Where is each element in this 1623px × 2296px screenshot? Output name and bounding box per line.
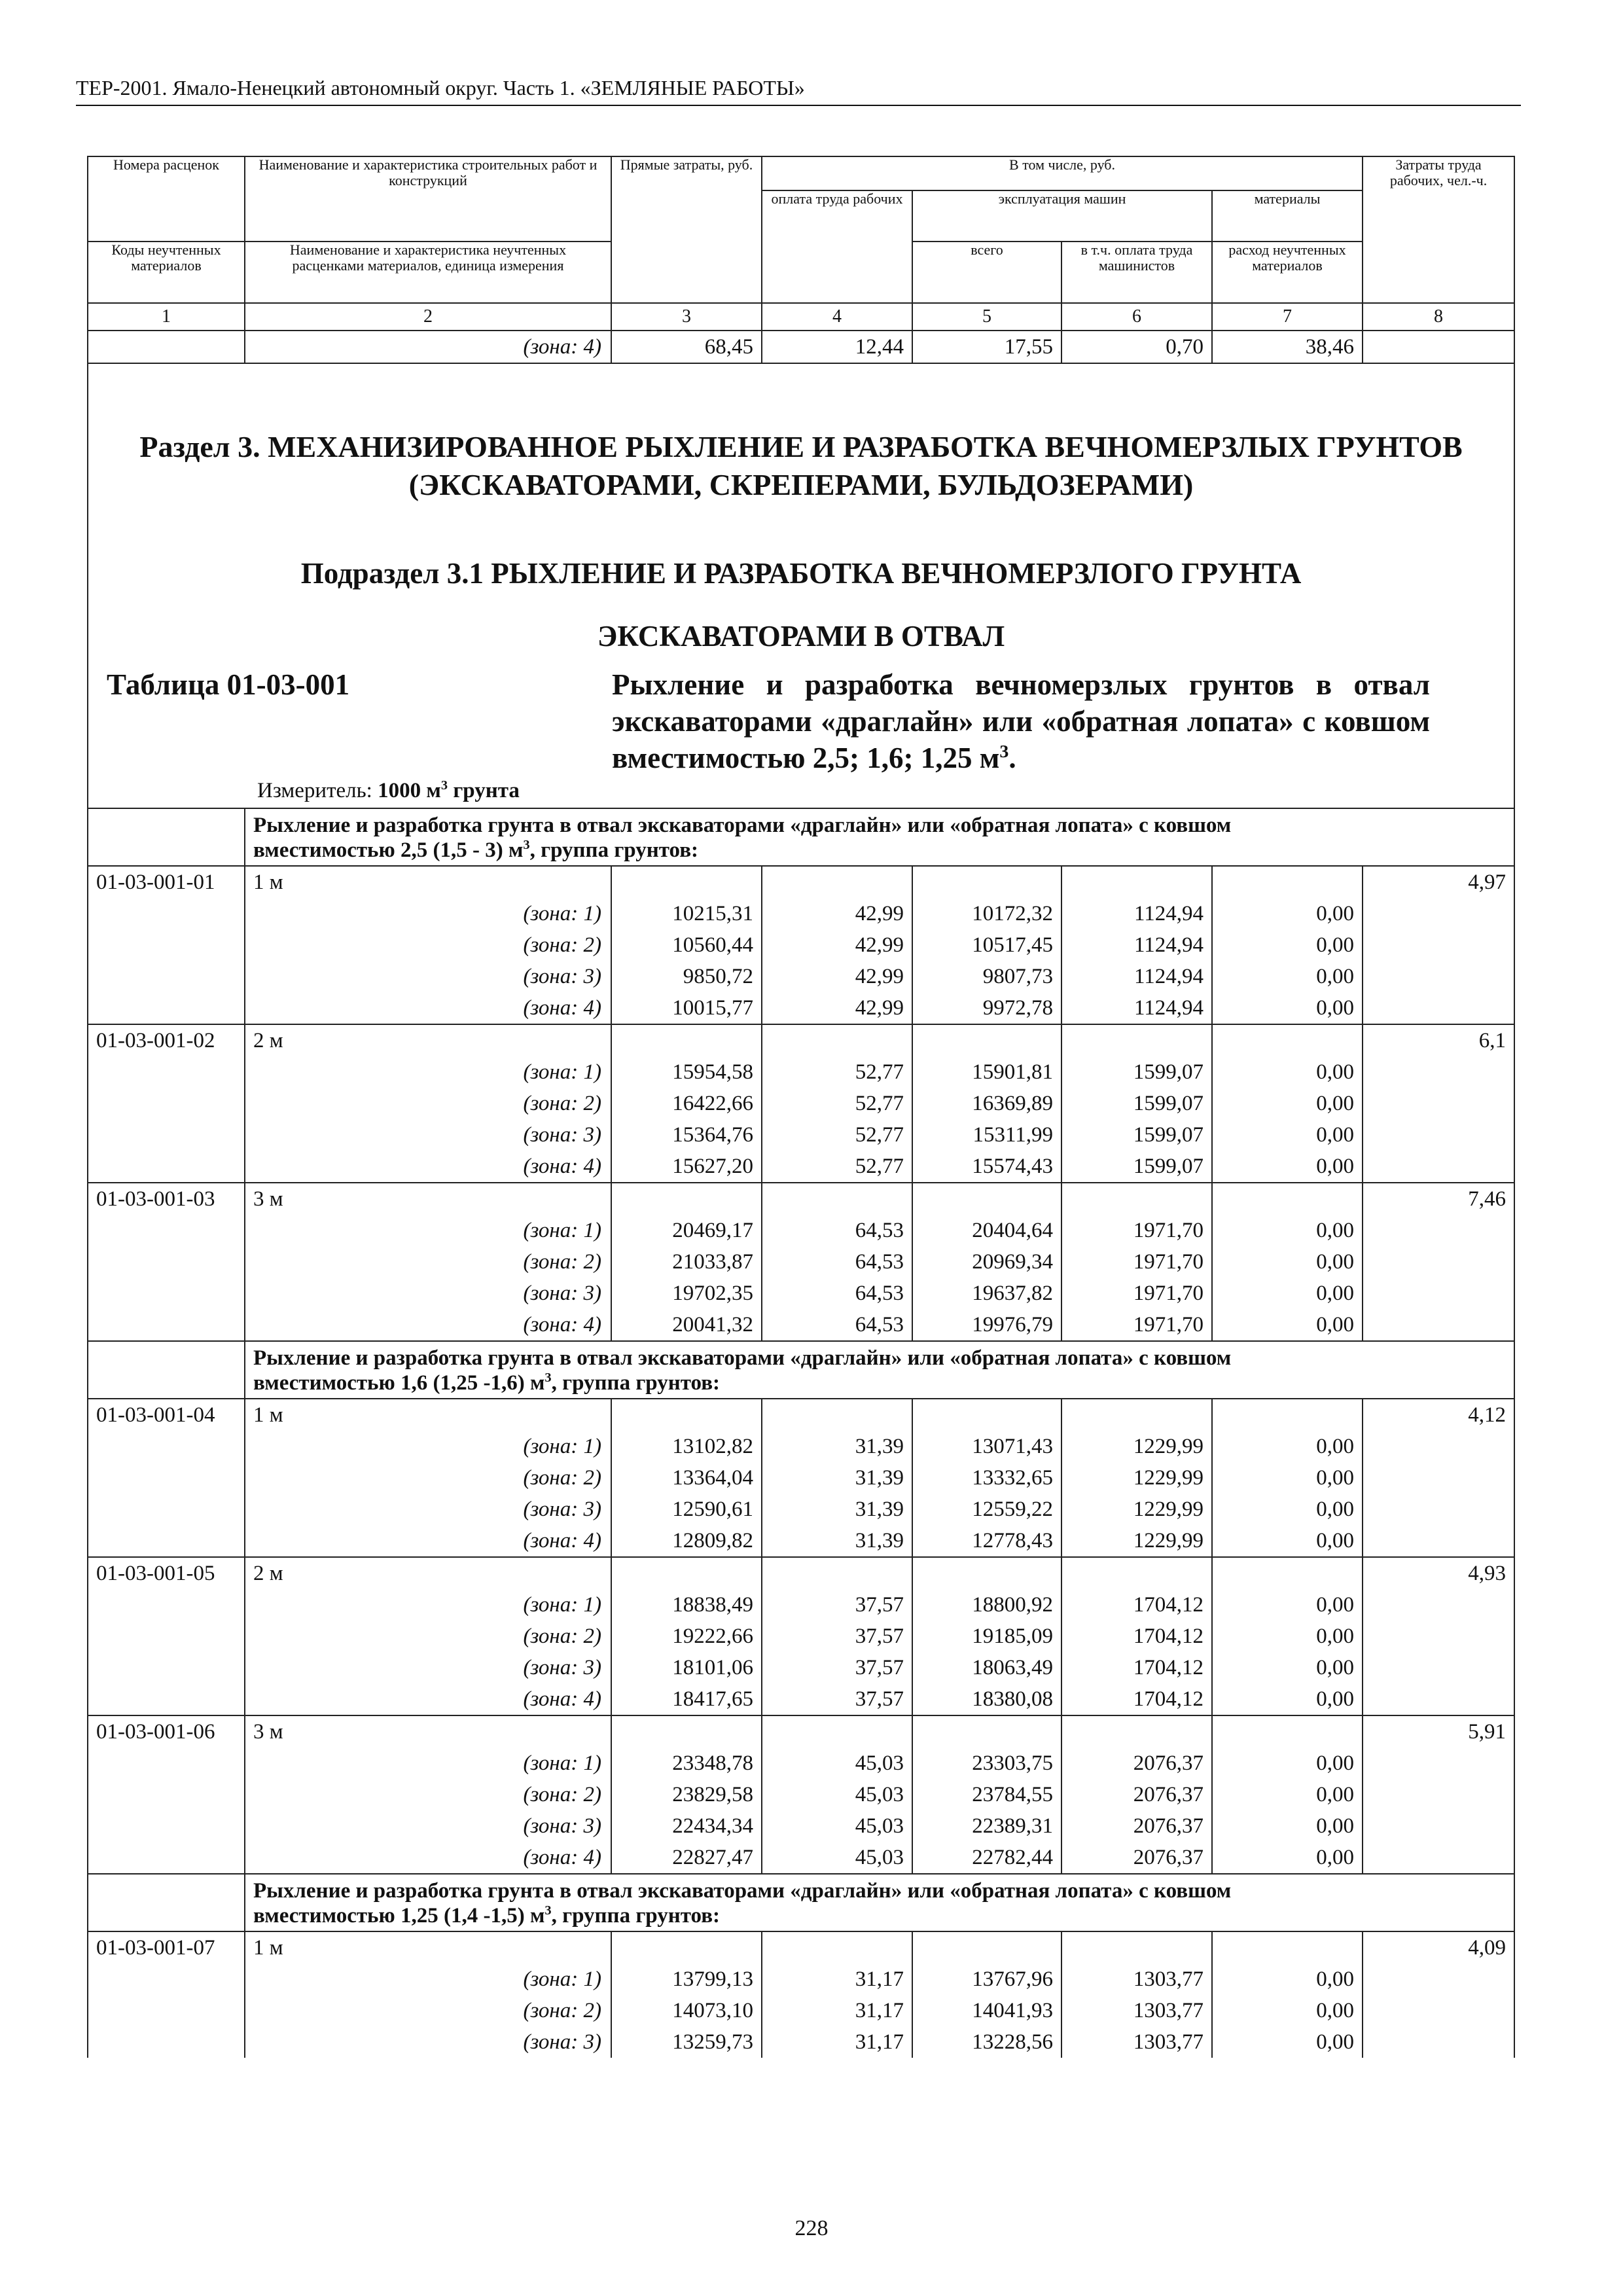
zone-label: (зона: 3): [245, 2026, 611, 2058]
zone-row: [88, 1056, 1514, 1088]
rate-name: 2 м: [245, 1024, 611, 1056]
zone-label: (зона: 1): [245, 898, 611, 929]
zone-row: [88, 1683, 1514, 1715]
machinist-wages-value: 0,70: [1061, 331, 1212, 363]
direct-costs-value: 20469,17: [611, 1215, 762, 1246]
machinist-wages-value: 1971,70: [1061, 1278, 1212, 1309]
wages-value: 37,57: [762, 1652, 912, 1683]
direct-costs-value: 18101,06: [611, 1652, 762, 1683]
direct-costs-value: 18417,65: [611, 1683, 762, 1715]
zone-row: [88, 929, 1514, 961]
zone-label: (зона: 4): [245, 1683, 611, 1715]
zone-label: (зона: 1): [245, 1056, 611, 1088]
rate-row: [88, 1399, 1514, 1431]
wages-value: 31,17: [762, 1964, 912, 1995]
zone-label: (зона: 3): [245, 1494, 611, 1525]
zone-label: (зона: 4): [245, 1309, 611, 1341]
wages-value: 64,53: [762, 1309, 912, 1341]
zone-row: [88, 1088, 1514, 1119]
zone-row: [88, 1119, 1514, 1151]
machines-total-value: 13332,65: [912, 1462, 1061, 1494]
materials-value: 0,00: [1212, 1810, 1363, 1842]
zone-row: [88, 1462, 1514, 1494]
zone-row: [88, 1621, 1514, 1652]
rate-code: 01-03-001-05: [88, 1557, 245, 1589]
machinist-wages-value: 1704,12: [1061, 1589, 1212, 1621]
wages-value: 45,03: [762, 1810, 912, 1842]
materials-value: 0,00: [1212, 929, 1363, 961]
rate-row: [88, 866, 1514, 898]
machines-total-value: 10172,32: [912, 898, 1061, 929]
machines-total-value: 19976,79: [912, 1309, 1061, 1341]
machines-total-value: 16369,89: [912, 1088, 1061, 1119]
machinist-wages-value: 2076,37: [1061, 1779, 1212, 1810]
direct-costs-value: 23348,78: [611, 1748, 762, 1779]
zone-label: (зона: 4): [245, 992, 611, 1024]
machinist-wages-value: 1599,07: [1061, 1088, 1212, 1119]
wages-value: 31,39: [762, 1525, 912, 1557]
zone-row: [88, 1278, 1514, 1309]
wages-value: 64,53: [762, 1278, 912, 1309]
machinist-wages-value: 1303,77: [1061, 1964, 1212, 1995]
zone-row: [88, 1494, 1514, 1525]
machinist-wages-value: 1971,70: [1061, 1309, 1212, 1341]
machines-total-value: 22782,44: [912, 1842, 1061, 1874]
wages-value: 12,44: [762, 331, 912, 363]
machinist-wages-value: 1704,12: [1061, 1652, 1212, 1683]
direct-costs-value: 13364,04: [611, 1462, 762, 1494]
wages-value: 52,77: [762, 1119, 912, 1151]
wages-value: 42,99: [762, 992, 912, 1024]
wages-value: 42,99: [762, 929, 912, 961]
rate-name: 1 м: [245, 1399, 611, 1431]
materials-value: 0,00: [1212, 1056, 1363, 1088]
rate-name: 3 м: [245, 1183, 611, 1215]
machines-total-value: 13767,96: [912, 1964, 1061, 1995]
machinist-wages-value: 2076,37: [1061, 1810, 1212, 1842]
zone-label: (зона: 3): [245, 1278, 611, 1309]
zone-label: (зона: 1): [245, 1964, 611, 1995]
table-title: Рыхление и разработка вечномерзлых грунтов в отвал экскаваторами «драглайн» или «обратная лопата» с ковшом вместимостью 2,5; 1,6; 1,25 $м^3$.: [612, 668, 1430, 774]
machines-total-value: 9972,78: [912, 992, 1061, 1024]
wages-value: 42,99: [762, 961, 912, 992]
machines-total-value: 14041,93: [912, 1995, 1061, 2026]
header-direct-costs: Прямые затраты, руб.: [611, 156, 762, 303]
section-title: Раздел 3. МЕХАНИЗИРОВАННОЕ РЫХЛЕНИЕ И РАЗРАБОТКА ВЕЧНОМЕРЗЛЫХ ГРУНТОВ (ЭКСКАВАТОРАМИ, СКРЕПЕРАМИ, БУЛЬДОЗЕРАМИ): [139, 430, 1463, 501]
zone-label: (зона: 3): [245, 961, 611, 992]
direct-costs-value: 15364,76: [611, 1119, 762, 1151]
header-machines: эксплуатация машин: [912, 190, 1212, 242]
zone-label: (зона: 1): [245, 1748, 611, 1779]
wages-value: 31,17: [762, 1995, 912, 2026]
machines-total-value: 13071,43: [912, 1431, 1061, 1462]
machines-total-value: 18380,08: [912, 1683, 1061, 1715]
machinist-wages-value: 1229,99: [1061, 1431, 1212, 1462]
header-material-names: Наименование и характеристика неучтенных расценками материалов, единица измерения: [245, 242, 611, 303]
zone-row: [88, 1309, 1514, 1341]
header-unaccounted-materials: расход неучтенных материалов: [1212, 242, 1363, 303]
rate-code: 01-03-001-04: [88, 1399, 245, 1431]
column-number: 6: [1061, 303, 1212, 331]
header-labor: Затраты труда рабочих, чел.-ч.: [1363, 156, 1514, 303]
header-wages: оплата труда рабочих: [762, 190, 912, 303]
machines-total-value: 19637,82: [912, 1278, 1061, 1309]
header-material-codes: Коды неучтенных материалов: [88, 242, 245, 303]
rate-row: [88, 1931, 1514, 1964]
machinist-wages-value: 2076,37: [1061, 1748, 1212, 1779]
zone-row: [88, 898, 1514, 929]
wages-value: 52,77: [762, 1151, 912, 1183]
zone-label: (зона: 1): [245, 1431, 611, 1462]
column-numbers-row: [88, 303, 1514, 331]
machinist-wages-value: 2076,37: [1061, 1842, 1212, 1874]
direct-costs-value: 13799,13: [611, 1964, 762, 1995]
header-codes: Номера расценок: [88, 156, 245, 242]
materials-value: 0,00: [1212, 1995, 1363, 2026]
rate-name: 2 м: [245, 1557, 611, 1589]
machinist-wages-value: 1124,94: [1061, 992, 1212, 1024]
labor-value: 4,12: [1363, 1399, 1514, 1431]
direct-costs-value: 68,45: [611, 331, 762, 363]
zone-label: (зона: 2): [245, 1462, 611, 1494]
column-number: 4: [762, 303, 912, 331]
machines-total-value: 9807,73: [912, 961, 1061, 992]
price-table: [87, 156, 1515, 2058]
rate-code: 01-03-001-06: [88, 1715, 245, 1748]
wages-value: 45,03: [762, 1748, 912, 1779]
direct-costs-value: 13102,82: [611, 1431, 762, 1462]
direct-costs-value: 18838,49: [611, 1589, 762, 1621]
machinist-wages-value: 1229,99: [1061, 1525, 1212, 1557]
zone-row: [88, 961, 1514, 992]
machinist-wages-value: 1599,07: [1061, 1151, 1212, 1183]
group-title: Рыхление и разработка грунта в отвал экскаваторами «драглайн» или «обратная лопата» с ковшом вместимостью 1,25 (1,4 -1,5) $м^3$, группа грунтов:: [245, 1874, 1363, 1931]
direct-costs-value: 20041,32: [611, 1309, 762, 1341]
direct-costs-value: 16422,66: [611, 1088, 762, 1119]
wages-value: 52,77: [762, 1088, 912, 1119]
labor-value: 4,93: [1363, 1557, 1514, 1589]
header-work-name: Наименование и характеристика строительных работ и конструкций: [245, 156, 611, 242]
group-heading-row: [88, 1874, 1514, 1931]
zone-label: (зона: 2): [245, 1246, 611, 1278]
direct-costs-value: 22827,47: [611, 1842, 762, 1874]
materials-value: 0,00: [1212, 1652, 1363, 1683]
header-materials: материалы: [1212, 190, 1363, 242]
machines-total-value: 15574,43: [912, 1151, 1061, 1183]
header-machinist-wages: в т.ч. оплата труда машинистов: [1061, 242, 1212, 303]
direct-costs-value: 10560,44: [611, 929, 762, 961]
materials-value: 0,00: [1212, 898, 1363, 929]
column-number: 8: [1363, 303, 1514, 331]
rate-code: 01-03-001-01: [88, 866, 245, 898]
zone-label: (зона: 2): [245, 1088, 611, 1119]
machines-total-value: 22389,31: [912, 1810, 1061, 1842]
machinist-wages-value: 1303,77: [1061, 1995, 1212, 2026]
machines-total-value: 15901,81: [912, 1056, 1061, 1088]
zone-row: [88, 1810, 1514, 1842]
machinist-wages-value: 1124,94: [1061, 961, 1212, 992]
materials-value: 0,00: [1212, 1621, 1363, 1652]
materials-value: 0,00: [1212, 1589, 1363, 1621]
labor-value: 7,46: [1363, 1183, 1514, 1215]
materials-value: 0,00: [1212, 1964, 1363, 1995]
zone-label: (зона: 2): [245, 929, 611, 961]
materials-value: 0,00: [1212, 1309, 1363, 1341]
materials-value: 0,00: [1212, 1151, 1363, 1183]
zone-row: [88, 1246, 1514, 1278]
direct-costs-value: 19222,66: [611, 1621, 762, 1652]
column-number: 1: [88, 303, 245, 331]
zone-row: [88, 1151, 1514, 1183]
zone-row: [88, 1842, 1514, 1874]
header-row-1: [88, 156, 1514, 190]
zone-label: (зона: 2): [245, 1995, 611, 2026]
machinist-wages-value: 1971,70: [1061, 1215, 1212, 1246]
direct-costs-value: 10015,77: [611, 992, 762, 1024]
direct-costs-value: 12590,61: [611, 1494, 762, 1525]
zone-label: (зона: 4): [245, 1842, 611, 1874]
page-header: ТЕР-2001. Ямало-Ненецкий автономный округ. Часть 1. «ЗЕМЛЯНЫЕ РАБОТЫ»: [76, 73, 1521, 106]
zone-row: [88, 1589, 1514, 1621]
machinist-wages-value: 1229,99: [1061, 1462, 1212, 1494]
machinist-wages-value: 1599,07: [1061, 1119, 1212, 1151]
zone-label: (зона: 1): [245, 1589, 611, 1621]
materials-value: 0,00: [1212, 1494, 1363, 1525]
rate-name: 1 м: [245, 1931, 611, 1964]
machines-total-value: 23303,75: [912, 1748, 1061, 1779]
direct-costs-value: 13259,73: [611, 2026, 762, 2058]
machines-total-value: 20969,34: [912, 1246, 1061, 1278]
machines-total-value: 17,55: [912, 331, 1061, 363]
machinist-wages-value: 1303,77: [1061, 2026, 1212, 2058]
wages-value: 37,57: [762, 1589, 912, 1621]
rate-code: 01-03-001-07: [88, 1931, 245, 1964]
table-label: Таблица 01-03-001: [107, 668, 350, 701]
direct-costs-value: 9850,72: [611, 961, 762, 992]
column-number: 5: [912, 303, 1061, 331]
rate-row: [88, 1024, 1514, 1056]
column-number: 7: [1212, 303, 1363, 331]
materials-value: 0,00: [1212, 961, 1363, 992]
labor-value: 4,97: [1363, 866, 1514, 898]
machines-total-value: 12778,43: [912, 1525, 1061, 1557]
wages-value: 45,03: [762, 1842, 912, 1874]
zone-label: (зона: 2): [245, 1779, 611, 1810]
rate-row: [88, 1715, 1514, 1748]
section-heading-row: [88, 363, 1514, 808]
zone-row: [88, 1748, 1514, 1779]
zone-row: [88, 992, 1514, 1024]
header-including: В том числе, руб.: [762, 156, 1363, 190]
machines-total-value: 23784,55: [912, 1779, 1061, 1810]
direct-costs-value: 12809,82: [611, 1525, 762, 1557]
materials-value: 0,00: [1212, 992, 1363, 1024]
section-heading: [88, 364, 1514, 808]
direct-costs-value: 15954,58: [611, 1056, 762, 1088]
zone-row: [88, 1779, 1514, 1810]
rate-row: [88, 1557, 1514, 1589]
direct-costs-value: 15627,20: [611, 1151, 762, 1183]
materials-value: 38,46: [1212, 331, 1363, 363]
zone-label: (зона: 3): [245, 1119, 611, 1151]
zone-label: (зона: 3): [245, 1810, 611, 1842]
group-title: Рыхление и разработка грунта в отвал экскаваторами «драглайн» или «обратная лопата» с ковшом вместимостью 1,6 (1,25 -1,6) $м^3$, группа грунтов:: [245, 1341, 1363, 1399]
zone-row: [88, 1525, 1514, 1557]
wages-value: 37,57: [762, 1621, 912, 1652]
zone-label: (зона: 2): [245, 1621, 611, 1652]
direct-costs-value: 19702,35: [611, 1278, 762, 1309]
page-number: 228: [794, 2216, 829, 2240]
zone-label: (зона: 4): [245, 1525, 611, 1557]
wages-value: 45,03: [762, 1779, 912, 1810]
zone-row: [88, 1995, 1514, 2026]
subsection-title-line-1: Подраздел 3.1 РЫХЛЕНИЕ И РАЗРАБОТКА ВЕЧНОМЕРЗЛОГО ГРУНТА: [300, 557, 1302, 590]
wages-value: 37,57: [762, 1683, 912, 1715]
subsection-title: [88, 542, 1514, 668]
labor-value: 5,91: [1363, 1715, 1514, 1748]
zone-label: (зона: 1): [245, 1215, 611, 1246]
machinist-wages-value: 1704,12: [1061, 1683, 1212, 1715]
labor-value: 6,1: [1363, 1024, 1514, 1056]
carry-over-row: [88, 331, 1514, 363]
group-heading-row: [88, 808, 1514, 866]
zone-row: [88, 1964, 1514, 1995]
machinist-wages-value: 1124,94: [1061, 898, 1212, 929]
machines-total-value: 13228,56: [912, 2026, 1061, 2058]
subsection-title-line-2: ЭКСКАВАТОРАМИ В ОТВАЛ: [597, 620, 1005, 653]
zone-label: (зона: 3): [245, 1652, 611, 1683]
machines-total-value: 10517,45: [912, 929, 1061, 961]
zone-row: [88, 1215, 1514, 1246]
group-heading-row: [88, 1341, 1514, 1399]
machines-total-value: 18063,49: [912, 1652, 1061, 1683]
wages-value: 31,39: [762, 1462, 912, 1494]
wages-value: 31,39: [762, 1494, 912, 1525]
materials-value: 0,00: [1212, 1779, 1363, 1810]
materials-value: 0,00: [1212, 1119, 1363, 1151]
zone-row: [88, 2026, 1514, 2058]
header-machines-total: всего: [912, 242, 1061, 303]
zone-row: [88, 1431, 1514, 1462]
rate-name: 3 м: [245, 1715, 611, 1748]
machines-total-value: 12559,22: [912, 1494, 1061, 1525]
materials-value: 0,00: [1212, 1683, 1363, 1715]
machines-total-value: 18800,92: [912, 1589, 1061, 1621]
wages-value: 31,39: [762, 1431, 912, 1462]
wages-value: 42,99: [762, 898, 912, 929]
rate-name: 1 м: [245, 866, 611, 898]
materials-value: 0,00: [1212, 1088, 1363, 1119]
rate-code: 01-03-001-02: [88, 1024, 245, 1056]
materials-value: 0,00: [1212, 1748, 1363, 1779]
column-number: 2: [245, 303, 611, 331]
measure-unit: Измеритель: 1000 $м^3$ грунта: [257, 778, 520, 802]
machinist-wages-value: 1704,12: [1061, 1621, 1212, 1652]
direct-costs-value: 23829,58: [611, 1779, 762, 1810]
wages-value: 64,53: [762, 1246, 912, 1278]
direct-costs-value: 21033,87: [611, 1246, 762, 1278]
materials-value: 0,00: [1212, 1525, 1363, 1557]
materials-value: 0,00: [1212, 1215, 1363, 1246]
group-title: Рыхление и разработка грунта в отвал экскаваторами «драглайн» или «обратная лопата» с ковшом вместимостью 2,5 (1,5 - 3) $м^3$, группа грунтов:: [245, 808, 1363, 866]
zone-label: (зона: 4): [245, 331, 611, 363]
materials-value: 0,00: [1212, 2026, 1363, 2058]
materials-value: 0,00: [1212, 1278, 1363, 1309]
rate-code: 01-03-001-03: [88, 1183, 245, 1215]
direct-costs-value: 10215,31: [611, 898, 762, 929]
zone-label: (зона: 4): [245, 1151, 611, 1183]
materials-value: 0,00: [1212, 1842, 1363, 1874]
machines-total-value: 19185,09: [912, 1621, 1061, 1652]
wages-value: 64,53: [762, 1215, 912, 1246]
machinist-wages-value: 1229,99: [1061, 1494, 1212, 1525]
column-number: 3: [611, 303, 762, 331]
machines-total-value: 20404,64: [912, 1215, 1061, 1246]
machinist-wages-value: 1971,70: [1061, 1246, 1212, 1278]
zone-row: [88, 1652, 1514, 1683]
machines-total-value: 15311,99: [912, 1119, 1061, 1151]
materials-value: 0,00: [1212, 1462, 1363, 1494]
direct-costs-value: 14073,10: [611, 1995, 762, 2026]
labor-value: 4,09: [1363, 1931, 1514, 1964]
materials-value: 0,00: [1212, 1246, 1363, 1278]
wages-value: 52,77: [762, 1056, 912, 1088]
machinist-wages-value: 1599,07: [1061, 1056, 1212, 1088]
rate-row: [88, 1183, 1514, 1215]
machinist-wages-value: 1124,94: [1061, 929, 1212, 961]
direct-costs-value: 22434,34: [611, 1810, 762, 1842]
wages-value: 31,17: [762, 2026, 912, 2058]
materials-value: 0,00: [1212, 1431, 1363, 1462]
